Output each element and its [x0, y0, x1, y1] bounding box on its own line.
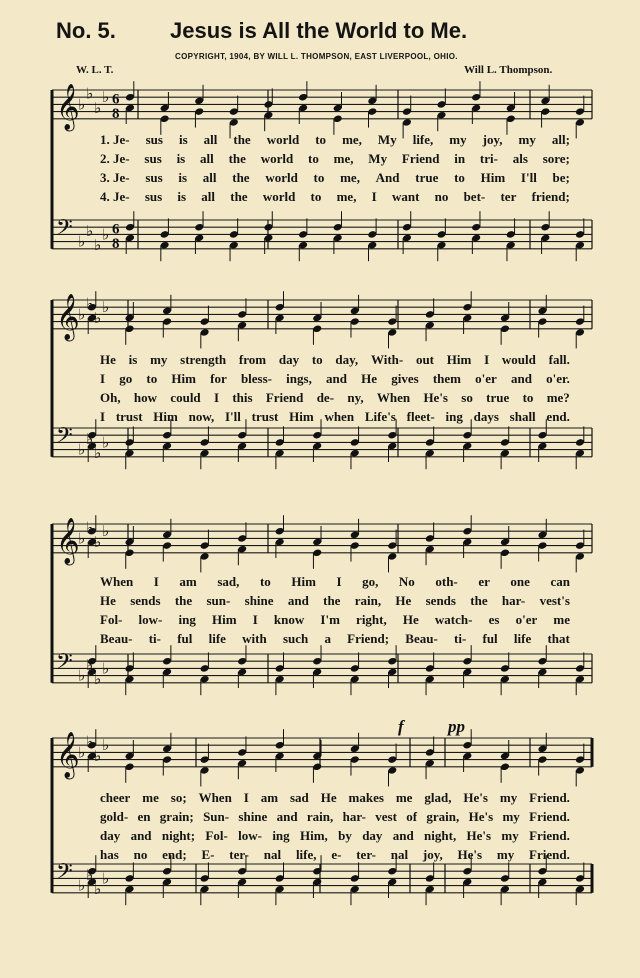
lyric-syllable: Beau- [405, 631, 438, 646]
lyric-syllable: joy, [482, 132, 503, 147]
lyric-syllable: me? [546, 390, 570, 405]
lyric-syllable: He [395, 593, 412, 608]
lyric-syllable: vest [375, 809, 397, 824]
lyric-syllable: Him [153, 409, 178, 424]
lyric-syllable: me, [342, 132, 362, 147]
lyric-syllable: the [470, 593, 488, 608]
lyric-syllable: I [484, 352, 490, 367]
lyric-syllable: me, [340, 170, 360, 185]
lyric-syllable: Oh, [100, 390, 121, 405]
lyric-syllable: could [170, 390, 201, 405]
lyric-syllable: ing [272, 828, 290, 843]
lyric-syllable: Life's [364, 409, 396, 424]
lyric-syllable: Him [289, 409, 314, 424]
lyric-syllable: gold- [100, 809, 129, 824]
time-signature-bottom: 8 [112, 105, 120, 122]
lyric-syllable: fleet- [406, 409, 435, 424]
lyric-syllable: all [202, 170, 217, 185]
lyric-syllable: my [502, 809, 520, 824]
flat-sign-icon: ♭ [102, 225, 110, 244]
lyric-syllable: to [522, 390, 534, 405]
flat-sign-icon: ♭ [86, 84, 94, 103]
lyric-syllable: would [501, 352, 536, 367]
flat-sign-icon: ♭ [78, 529, 86, 548]
lyric-syllable: true [415, 170, 439, 185]
lyric-syllable: ful [177, 631, 193, 646]
lyric-line [100, 612, 570, 630]
flat-sign-icon: ♭ [78, 440, 86, 459]
lyric-syllable: o'er [475, 371, 497, 386]
lyric-syllable: life, [295, 847, 317, 862]
lyric-syllable: so; [170, 790, 187, 805]
lyric-syllable: oth- [435, 574, 458, 589]
lyric-syllable: cheer [100, 790, 131, 805]
lyric-syllable: I [213, 390, 220, 405]
lyric-syllable: 3. Je- [100, 170, 130, 185]
lyric-line [100, 132, 570, 150]
flat-sign-icon: ♭ [94, 99, 102, 117]
lyric-syllable: night, [424, 828, 457, 843]
lyric-syllable: shine [244, 593, 274, 608]
lyric-syllable: My [368, 151, 388, 166]
lyric-syllable: sore; [542, 151, 570, 166]
lyric-syllable: and [326, 371, 347, 386]
lyric-syllable: and [287, 593, 309, 608]
dynamic-forte: f [398, 717, 404, 736]
lyric-syllable: my [501, 828, 519, 843]
lyric-syllable: Him, [299, 828, 328, 843]
lyric-syllable: Friend; [347, 631, 390, 646]
lyric-syllable: Fol- [100, 612, 123, 627]
lyric-syllable: ing [445, 409, 463, 424]
lyric-syllable: E- [201, 847, 215, 862]
flat-sign-icon: ♭ [102, 433, 110, 452]
lyric-syllable: sus [144, 151, 162, 166]
lyric-syllable: Friend. [529, 809, 570, 824]
lyric-syllable: how [133, 390, 158, 405]
lyric-syllable: can [550, 574, 570, 589]
flat-sign-icon: ♭ [78, 305, 86, 324]
lyric-syllable: when [324, 409, 355, 424]
lyric-syllable: is [178, 132, 188, 147]
lyric-syllable: Beau- [100, 631, 133, 646]
lyric-syllable: ful [482, 631, 498, 646]
lyric-syllable: me, [333, 151, 354, 166]
lyric-syllable: Friend. [529, 828, 570, 843]
lyric-syllable: my [518, 132, 536, 147]
lyric-syllable: true [486, 390, 510, 405]
flat-sign-icon: ♭ [78, 743, 86, 762]
lyric-syllable: er [478, 574, 490, 589]
lyric-syllable: watch- [434, 612, 473, 627]
lyric-syllable: right, [356, 612, 387, 627]
lyric-syllable: all [200, 151, 214, 166]
lyric-syllable: sun- [206, 593, 231, 608]
bass-clef-icon: 𝄢 [56, 215, 73, 246]
lyric-syllable: to [146, 371, 158, 386]
lyric-syllable: My [377, 132, 397, 147]
lyric-syllable: shall [509, 409, 536, 424]
lyric-syllable: to [308, 151, 319, 166]
lyric-syllable: that [547, 631, 570, 646]
lyric-syllable: Friend. [529, 790, 570, 805]
lyric-syllable: nal [263, 847, 282, 862]
lyric-line [100, 189, 570, 207]
lyric-syllable: of [406, 809, 418, 824]
lyric-syllable: With- [370, 352, 404, 367]
treble-staff [52, 90, 592, 119]
lyric-syllable: for [210, 371, 227, 386]
lyric-syllable: and [130, 828, 152, 843]
lyric-syllable: day, [335, 352, 359, 367]
treble-clef-group [56, 84, 120, 132]
treble-clef-group [56, 294, 109, 342]
lyric-syllable: such [282, 631, 309, 646]
flat-sign-icon: ♭ [78, 876, 86, 895]
composer-credit: Will L. Thompson. [464, 64, 553, 76]
lyric-syllable: vest's [539, 593, 570, 608]
lyric-syllable: life [208, 631, 226, 646]
lyric-syllable: sad [289, 790, 309, 805]
lyric-syllable: 4. Je- [100, 189, 130, 204]
lyric-syllable: am [179, 574, 197, 589]
lyric-syllable: har- [501, 593, 526, 608]
lyric-syllable: He's [457, 847, 483, 862]
copyright-notice: COPYRIGHT, 1904, BY WILL L. THOMPSON, EAST LIVERPOOL, OHIO. [175, 52, 458, 61]
lyric-syllable: end; [162, 847, 187, 862]
bass-clef-icon: 𝄢 [56, 423, 73, 454]
lyric-syllable: When [100, 574, 134, 589]
lyric-syllable: fall. [548, 352, 570, 367]
lyric-syllable: out [415, 352, 435, 367]
flat-sign-icon: ♭ [86, 518, 94, 537]
lyric-syllable: No [398, 574, 415, 589]
lyric-syllable: sad, [217, 574, 240, 589]
lyric-syllable: And [375, 170, 400, 185]
lyric-syllable: to [313, 170, 325, 185]
flat-sign-icon: ♭ [94, 747, 102, 765]
flat-sign-icon: ♭ [86, 294, 94, 313]
lyric-syllable: has [100, 847, 119, 862]
lyric-syllable: He [100, 593, 116, 608]
lyric-line [100, 151, 570, 169]
lyric-syllable: Him [291, 574, 316, 589]
lyric-syllable: my [150, 352, 168, 367]
lyric-line [100, 593, 570, 611]
hymn-title: Jesus is All the World to Me. [170, 18, 468, 43]
flat-sign-icon: ♭ [86, 655, 94, 674]
lyric-syllable: Him [480, 170, 506, 185]
lyric-syllable: all [203, 132, 218, 147]
flat-sign-icon: ♭ [78, 232, 86, 251]
lyric-syllable: en [137, 809, 151, 824]
lyric-syllable: so [461, 390, 473, 405]
lyric-syllable: world [265, 170, 298, 185]
lyric-syllable: trust [115, 409, 143, 424]
lyric-syllable: ti- [148, 631, 161, 646]
flat-sign-icon: ♭ [94, 444, 102, 463]
lyric-line [100, 809, 570, 827]
lyric-syllable: rain, [306, 809, 334, 824]
lyric-syllable: I'll [225, 409, 241, 424]
lyric-syllable: from [238, 352, 267, 367]
lyric-syllable: all; [551, 132, 570, 147]
lyric-line [100, 828, 570, 846]
lyric-syllable: I [371, 189, 377, 204]
lyric-syllable: sus [145, 170, 163, 185]
lyric-syllable: life, [412, 132, 434, 147]
lyric-syllable: tri- [479, 151, 498, 166]
lyric-syllable: rain, [354, 593, 382, 608]
lyric-line [100, 847, 570, 865]
lyric-syllable: 2. Je- [100, 151, 130, 166]
flat-sign-icon: ♭ [78, 666, 86, 685]
bass-clef-icon: 𝄢 [56, 859, 73, 890]
treble-clef-icon: 𝄞 [56, 732, 80, 779]
lyric-syllable: gives [391, 371, 419, 386]
lyric-syllable: the [323, 593, 341, 608]
lyric-syllable: shine [238, 809, 268, 824]
lyric-syllable: one [510, 574, 530, 589]
lyric-syllable: low- [138, 612, 163, 627]
lyric-line [100, 631, 570, 649]
lyric-line [100, 371, 570, 389]
lyric-syllable: to [311, 352, 323, 367]
lyric-syllable: Him [171, 371, 196, 386]
lyric-syllable: go, [362, 574, 379, 589]
flat-sign-icon: ♭ [94, 670, 102, 689]
lyric-syllable: the [228, 151, 246, 166]
lyric-syllable: I [100, 371, 106, 386]
lyric-syllable: night; [161, 828, 196, 843]
time-signature-bottom: 8 [112, 235, 120, 252]
lyric-syllable: a [324, 631, 331, 646]
lyric-syllable: ings, [286, 371, 312, 386]
lyric-line [100, 574, 570, 592]
lyric-line [100, 790, 570, 808]
flat-sign-icon: ♭ [94, 309, 102, 327]
lyricist-credit: W. L. T. [76, 64, 114, 76]
lyric-syllable: sus [145, 132, 163, 147]
lyric-syllable: me [395, 790, 413, 805]
lyric-syllable: als [512, 151, 528, 166]
lyric-syllable: the [233, 132, 251, 147]
lyric-syllable: go [119, 371, 133, 386]
treble-clef-icon: 𝄞 [56, 518, 80, 565]
lyric-syllable: I [336, 574, 342, 589]
lyric-syllable: Friend. [529, 847, 570, 862]
lyric-syllable: world [266, 132, 300, 147]
flat-sign-icon: ♭ [102, 659, 110, 678]
time-signature-top: 6 [112, 91, 120, 108]
lyric-syllable: trust [251, 409, 279, 424]
lyric-syllable: to [315, 132, 327, 147]
lyric-syllable: day [362, 828, 383, 843]
lyric-syllable: When [198, 790, 232, 805]
lyric-syllable: my [496, 847, 515, 862]
lyric-syllable: 1. Je- [100, 132, 130, 147]
lyric-syllable: nal [390, 847, 409, 862]
lyric-syllable: har- [342, 809, 366, 824]
lyric-syllable: days [473, 409, 499, 424]
lyric-syllable: life [513, 631, 532, 646]
lyric-syllable: makes [348, 790, 384, 805]
lyric-line [100, 352, 570, 370]
lyric-syllable: this [232, 390, 253, 405]
lyric-syllable: day [100, 828, 121, 843]
flat-sign-icon: ♭ [86, 429, 94, 448]
lyric-syllable: and [511, 371, 532, 386]
flat-sign-icon: ♭ [102, 88, 110, 107]
lyric-syllable: Friend [265, 390, 304, 405]
lyric-syllable: grain; [159, 809, 194, 824]
lyric-syllable: I [100, 409, 106, 424]
lyric-syllable: ter- [229, 847, 249, 862]
lyric-syllable: the [174, 593, 193, 608]
lyric-syllable: in [454, 151, 466, 166]
lyric-syllable: glad, [424, 790, 452, 805]
treble-clef-icon: 𝄞 [56, 84, 80, 131]
lyric-syllable: strength [180, 352, 227, 367]
lyric-syllable: world [262, 189, 296, 204]
lyric-syllable: bless- [240, 371, 272, 386]
lyric-syllable: with [242, 631, 267, 646]
lyric-syllable: to [454, 170, 465, 185]
lyric-syllable: them [432, 371, 461, 386]
lyric-syllable: He's [423, 390, 448, 405]
lyric-syllable: Him [212, 612, 237, 627]
lyric-syllable: to [310, 189, 322, 204]
lyric-syllable: and [276, 809, 298, 824]
lyric-syllable: Sun- [203, 809, 230, 824]
lyric-syllable: is [177, 189, 187, 204]
flat-sign-icon: ♭ [94, 880, 102, 899]
lyric-syllable: is [176, 151, 186, 166]
hymn-number: No. 5. [56, 18, 116, 43]
lyric-syllable: end. [546, 409, 570, 424]
flat-sign-icon: ♭ [102, 869, 110, 888]
lyric-syllable: the [230, 189, 248, 204]
lyric-syllable: He [320, 790, 337, 805]
lyric-syllable: me, [336, 189, 357, 204]
lyric-syllable: I [252, 612, 258, 627]
lyric-syllable: ter- [356, 847, 376, 862]
flat-sign-icon: ♭ [86, 221, 94, 240]
lyric-syllable: ing [178, 612, 196, 627]
lyric-syllable: He [402, 612, 419, 627]
lyric-line [100, 170, 570, 188]
flat-sign-icon: ♭ [102, 736, 110, 755]
lyric-syllable: e- [331, 847, 342, 862]
lyric-syllable: and [392, 828, 414, 843]
lyric-syllable: my [499, 790, 518, 805]
lyric-syllable: o'er. [546, 371, 570, 386]
lyric-syllable: de- [316, 390, 335, 405]
lyric-syllable: me [553, 612, 570, 627]
lyric-syllable: Friend [401, 151, 440, 166]
lyric-syllable: the [232, 170, 250, 185]
lyric-syllable: He [100, 352, 116, 367]
lyric-syllable: I [243, 790, 249, 805]
lyric-syllable: ti- [454, 631, 467, 646]
lyric-syllable: ter [500, 189, 517, 204]
time-signature-top: 6 [112, 221, 120, 238]
dynamic-pianissimo: pp [448, 717, 465, 736]
lyric-syllable: When [376, 390, 411, 405]
lyric-syllable: He's [463, 790, 488, 805]
lyric-syllable: bet- [463, 189, 486, 204]
lyric-syllable: no [434, 189, 449, 204]
lyric-syllable: Him [446, 352, 472, 367]
lyric-syllable: to [259, 574, 271, 589]
treble-clef-group [56, 732, 109, 780]
lyric-syllable: I'm [320, 612, 340, 627]
lyric-syllable: low- [238, 828, 262, 843]
lyric-line [100, 390, 570, 408]
flat-sign-icon: ♭ [94, 236, 102, 255]
flat-sign-icon: ♭ [102, 522, 110, 541]
lyric-syllable: joy, [422, 847, 443, 862]
lyric-syllable: He's [468, 809, 494, 824]
lyric-syllable: is [178, 170, 188, 185]
lyric-syllable: sus [144, 189, 163, 204]
lyric-syllable: no [133, 847, 148, 862]
treble-clef-icon: 𝄞 [56, 294, 80, 341]
lyric-syllable: ny, [347, 390, 364, 405]
lyric-syllable: world [260, 151, 294, 166]
flat-sign-icon: ♭ [86, 865, 94, 884]
flat-sign-icon: ♭ [78, 95, 86, 114]
lyric-syllable: es [488, 612, 500, 627]
lyric-syllable: friend; [531, 189, 570, 204]
treble-clef-group [56, 518, 109, 566]
lyric-syllable: day [278, 352, 300, 367]
lyric-syllable: sends [425, 593, 456, 608]
lyric-syllable: by [338, 828, 352, 843]
flat-sign-icon: ♭ [94, 533, 102, 551]
lyric-line [100, 409, 570, 427]
flat-sign-icon: ♭ [102, 298, 110, 317]
lyric-syllable: I [153, 574, 159, 589]
lyric-syllable: sends [130, 593, 161, 608]
lyric-syllable: grain, [426, 809, 460, 824]
lyric-syllable: now, [188, 409, 215, 424]
lyric-syllable: He's [466, 828, 492, 843]
bass-clef-icon: 𝄢 [56, 649, 73, 680]
lyric-syllable: o'er [515, 612, 538, 627]
lyric-syllable: He [361, 371, 378, 386]
lyric-syllable: want [391, 189, 420, 204]
lyric-syllable: I'll [520, 170, 537, 185]
lyric-syllable: all [201, 189, 216, 204]
lyric-syllable: is [128, 352, 138, 367]
flat-sign-icon: ♭ [86, 732, 94, 751]
lyric-syllable: my [449, 132, 467, 147]
lyric-syllable: me [142, 790, 159, 805]
lyric-syllable: be; [552, 170, 570, 185]
lyric-syllable: am [260, 790, 279, 805]
lyric-syllable: know [273, 612, 305, 627]
lyric-syllable: Fol- [205, 828, 228, 843]
